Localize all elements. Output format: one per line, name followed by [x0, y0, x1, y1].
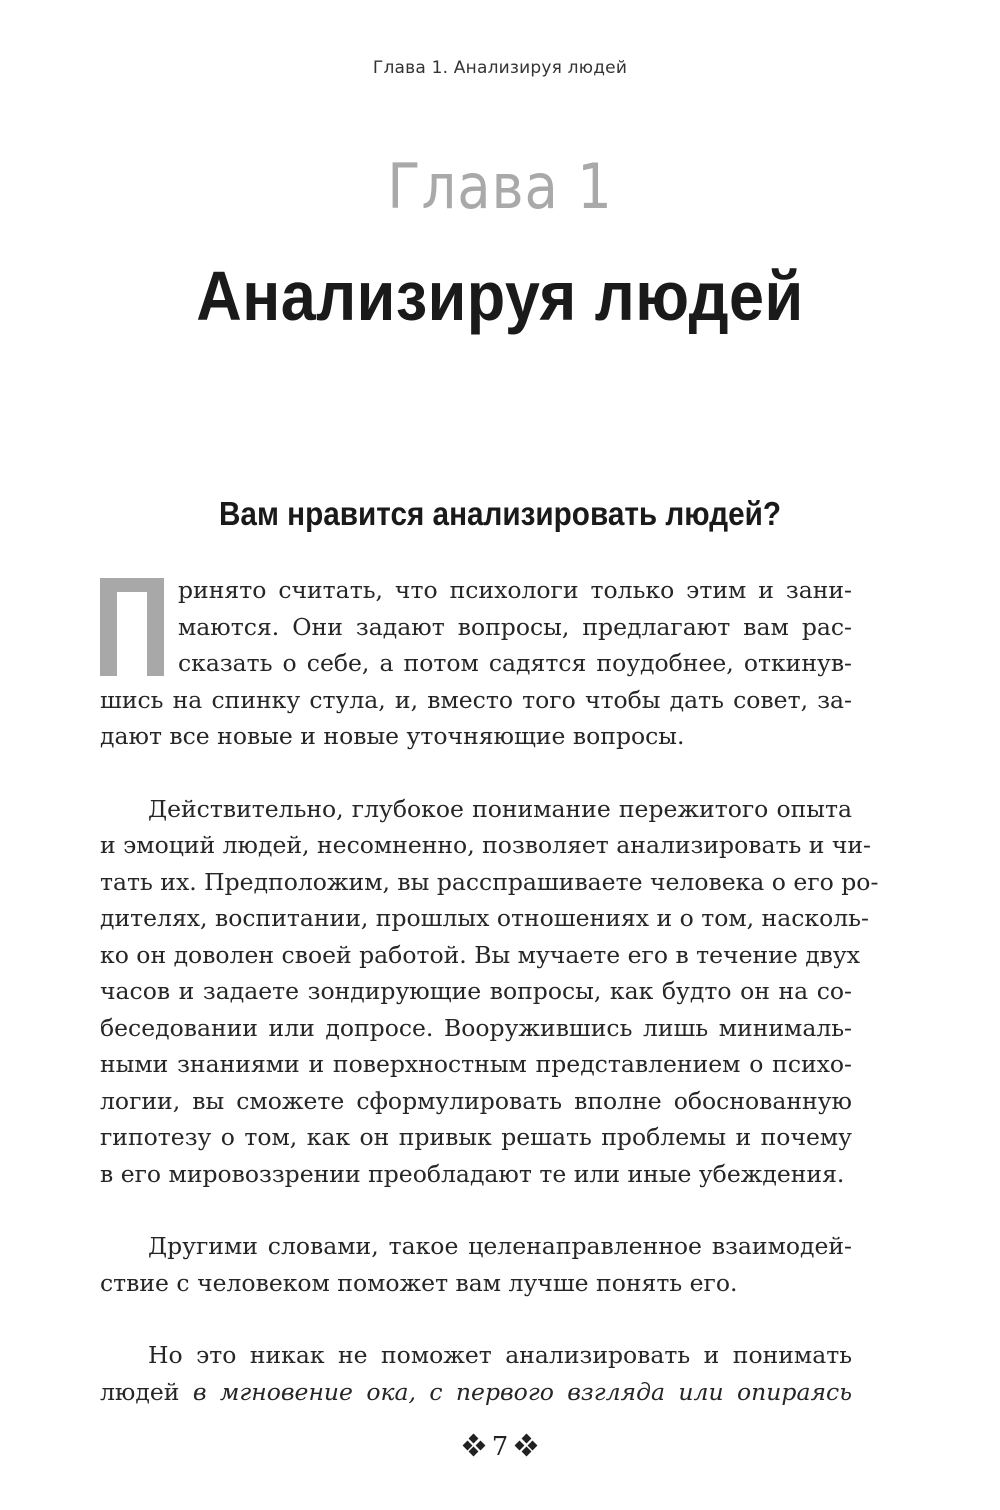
text-line: ко он доволен своей работой. Вы мучаете его в течение двух	[100, 940, 860, 969]
italic-text: в мгновение ока, с первого взгляда или опираясь	[192, 1377, 852, 1406]
page-number: 7	[491, 1432, 509, 1462]
text-line: логии, вы сможете сформулировать вполне обоснованную	[100, 1086, 852, 1115]
running-header: Глава 1. Анализируя людей	[372, 58, 628, 78]
text-line: дителях, воспитании, прошлых отношениях и о том, насколь-	[100, 904, 869, 932]
paragraph-3	[100, 1228, 852, 1301]
text-line: в его мировоззрении преобладают те или иные убеждения.	[100, 1159, 845, 1188]
chapter-label: Глава 1	[387, 150, 613, 223]
paragraph-4	[100, 1337, 852, 1410]
four-diamond-ornament-icon	[464, 1435, 484, 1455]
text-line: сказать о себе, а потом садятся поудобнее, откинув-	[178, 649, 852, 677]
chapter-title: Анализируя людей	[196, 257, 804, 335]
text-line: Действительно, глубокое понимание пережитого опыта	[148, 794, 852, 823]
text-line: шись на спинку стула, и, вместо того чтобы дать совет, за-	[100, 685, 852, 714]
section-heading: Вам нравится анализировать людей?	[218, 495, 782, 532]
page-footer	[0, 1432, 1000, 1462]
text-line: ринято считать, что психологи только этим и зани-	[178, 576, 852, 604]
text-line-mixed	[100, 1374, 852, 1411]
paragraph-1	[100, 572, 852, 755]
plain-text: людей	[100, 1377, 193, 1406]
four-diamond-ornament-icon	[516, 1435, 536, 1455]
text-line: Но это никак не поможет анализировать и понимать	[148, 1341, 852, 1369]
text-line: ствие с человеком поможет вам лучше понять его.	[100, 1268, 738, 1297]
dropcap-letter	[100, 578, 164, 676]
text-line: Другими словами, такое целенаправленное взаимодей-	[148, 1232, 852, 1260]
text-line: тать их. Предположим, вы расспрашиваете человека о его ро-	[100, 867, 879, 896]
text-line: беседовании или допросе. Вооружившись лишь минималь-	[100, 1013, 852, 1042]
body-text	[100, 572, 879, 1410]
paragraph-2	[100, 791, 879, 1193]
text-line: маются. Они задают вопросы, предлагают вам рас-	[178, 612, 852, 641]
text-line: дают все новые и новые уточняющие вопросы.	[100, 722, 685, 750]
text-line: ными знаниями и поверхностным представлением о психо-	[100, 1050, 852, 1078]
text-line: и эмоций людей, несомненно, позволяет анализировать и чи-	[100, 831, 872, 859]
text-line: гипотезу о том, как он привык решать проблемы и почему	[100, 1123, 852, 1151]
text-line: часов и задаете зондирующие вопросы, как будто он на со-	[100, 977, 852, 1005]
